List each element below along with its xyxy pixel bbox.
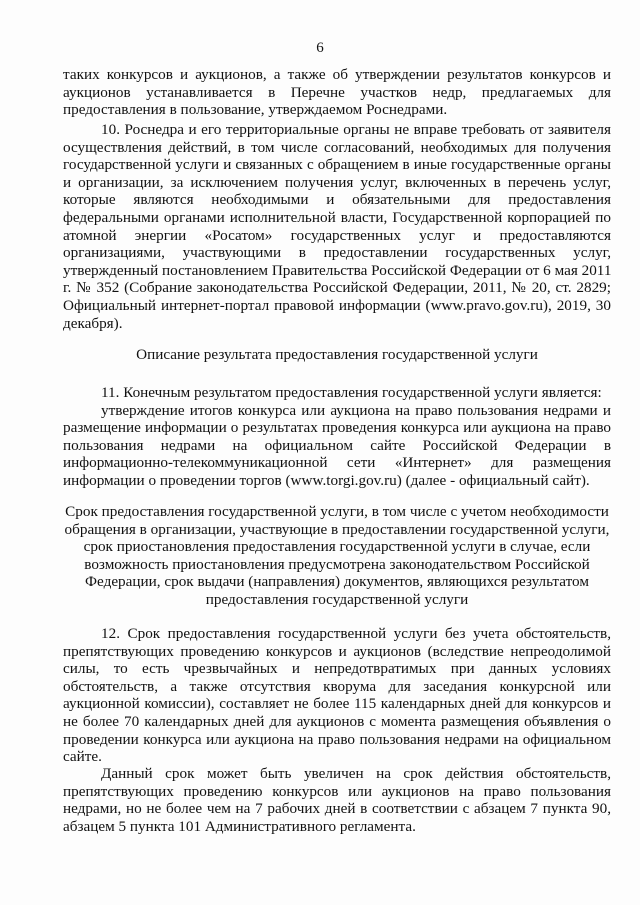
text-line: организациями, участвующими в предоставлении государственных услуг, (63, 244, 611, 262)
text-line: обстоятельств, а также отсутствия кворума для заседания конкурсной или (63, 677, 611, 695)
heading-line: обращения в организации, участвующие в предоставлении государственной услуги, (64, 520, 610, 538)
text-line: силы, то есть чрезвычайных и непредотвратимых при данных условиях (63, 660, 611, 678)
text-line: проведении конкурса или аукциона на право пользования недрами на официальном (63, 730, 611, 748)
paragraph-12 (63, 625, 611, 766)
text-line: которые являются необходимыми и обязательными для предоставления (63, 191, 611, 209)
text-line: информационно-телекоммуникационной сети «Интернет» для размещения (63, 454, 611, 472)
text-line: таких конкурсов и аукционов, а также об утверждении результатов конкурсов и (63, 66, 611, 83)
text-line: недрами, но не более чем на 7 рабочих дней в соответствии с абзацем 7 пункта 90, (63, 800, 611, 818)
text-line: 12. Срок предоставления государственной услуги без учета обстоятельств, (101, 625, 611, 642)
text-line: сайте. (63, 748, 102, 766)
text-line: утверждение итогов конкурса или аукциона на право пользования недрами и (101, 401, 611, 419)
section-heading-result (63, 346, 611, 364)
text-line: Официальный интернет-портал правовой информации (www.pravo.gov.ru), 2019, 30 (63, 296, 611, 314)
text-line: осуществления действий, в том числе согласований, необходимых для получения (63, 138, 611, 156)
text-line: атомной энергии «Росатом» государственных услуг и предоставляются (63, 226, 611, 244)
text-line: декабря). (63, 314, 123, 332)
text-line: препятствующих проведению конкурсов или аукционов на право пользования (63, 782, 611, 800)
paragraph-10 (63, 121, 611, 332)
text-line: государственной услуги и связанных с обращением в иные государственные органы (63, 156, 611, 174)
text-line: 10. Роснедра и его территориальные органы не вправе требовать от заявителя (101, 121, 611, 138)
heading-line: Федерации, срок выдачи (направления) документов, являющихся результатом (85, 573, 589, 591)
paragraph-continuation (63, 66, 611, 119)
paragraph-12-continuation (63, 765, 611, 835)
heading-line: возможность приостановления предусмотрена законодательством Российской (84, 555, 590, 573)
text-line: аукционов устанавливается в Перечне участков недр, предлагаемых для (63, 83, 611, 101)
text-line: не более 70 календарных дней для аукционов с момента размещения объявления о (63, 712, 611, 730)
heading-line: Срок предоставления государственной услуги, в том числе с учетом необходимости (65, 503, 609, 520)
heading-line: срок приостановления предоставления государственной услуги в случае, если (83, 538, 591, 556)
text-line: предоставления в пользование, утверждаемом Роснедрами. (63, 101, 448, 119)
text-line: федеральными органами исполнительной власти, Государственной корпорацией по (63, 208, 611, 226)
text-line: аукционной комиссии), составляет не более 115 календарных дней для конкурсов и (63, 695, 611, 713)
heading-line: предоставления государственной услуги (205, 590, 469, 608)
paragraph-11 (63, 384, 611, 490)
text-line: 11. Конечным результатом предоставления государственной услуги является: (101, 384, 602, 401)
section-heading-term (63, 503, 611, 609)
page-number: 6 (316, 40, 324, 56)
text-line: информации о проведении торгов (www.torgi.gov.ru) (далее - официальный сайт). (63, 471, 590, 489)
text-line: Данный срок может быть увеличен на срок действия обстоятельств, (101, 765, 611, 782)
text-line: и организации, за исключением получения услуг, включенных в перечень услуг, (63, 173, 611, 191)
text-line: препятствующих проведению конкурсов и аукционов (вследствие непреодолимой (63, 642, 611, 660)
text-line: утвержденный постановлением Правительства Российской Федерации от 6 мая 2011 (63, 261, 612, 279)
text-line: абзацем 5 пункта 101 Административного регламента. (63, 817, 416, 835)
heading-line: Описание результата предоставления государственной услуги (136, 346, 538, 363)
text-line: г. № 352 (Собрание законодательства Российской Федерации, 2011, № 20, ст. 2829; (63, 279, 611, 297)
text-line: пользования недрами на официальном сайте Российской Федерации в (63, 436, 611, 454)
text-line: размещение информации о результатах проведения конкурса или аукциона на право (63, 419, 611, 437)
